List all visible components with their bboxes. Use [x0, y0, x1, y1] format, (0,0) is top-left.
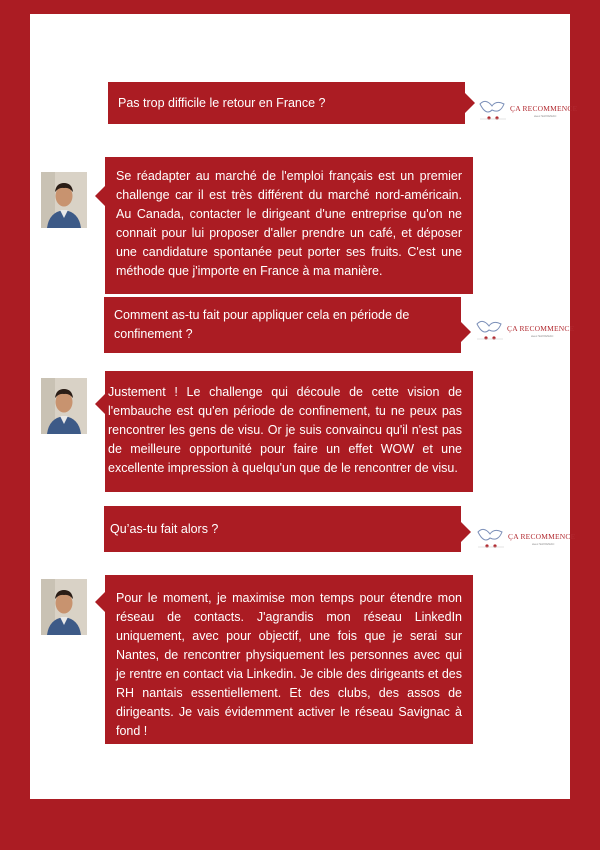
- question-bubble: [108, 82, 465, 124]
- question-bubble: [104, 297, 461, 353]
- answer-text: Justement ! Le challenge qui découle de cette vision de l'embauche est qu'en période de confinement, tu ne peux pas rencontrer les gens de visu. Or je suis convaincu qu'il n'est pas de meilleure opportunité pour faire un effet WOW et une excellente impression à quelqu'un que de le rencontrer de visu.: [108, 385, 462, 475]
- logo-subtext: avec SAVIGNAC: [532, 542, 555, 546]
- interviewee-avatar: [41, 172, 87, 228]
- logo-text: ÇA RECOMMENCE: [508, 532, 576, 541]
- ca-recommence-logo: [473, 316, 575, 346]
- answer-text: Pour le moment, je maximise mon temps pour étendre mon réseau de contacts. J'agrandis mon réseau LinkedIn uniquement, avec pour objectif, une fois que je serai sur Nantes, de rencontrer physiquement les personnes avec qui je rentre en contact via Linkedin. Je cible des dirigeants et des RH nantais essentiellement. Et des clubs, des assos de dirigeants. Je vais évidemment activer le réseau Savignac à fond !: [116, 591, 462, 738]
- bubble-pointer: [95, 186, 105, 206]
- question-text: Comment as-tu fait pour appliquer cela en période de confinement ?: [114, 308, 410, 341]
- logo-subtext: avec SAVIGNAC: [534, 114, 557, 118]
- ca-recommence-logo: [476, 96, 578, 126]
- bubble-pointer: [95, 592, 105, 612]
- answer-bubble: [105, 371, 473, 492]
- interviewee-avatar: [41, 378, 87, 434]
- question-text: Pas trop difficile le retour en France ?: [118, 95, 326, 110]
- bubble-pointer: [461, 322, 471, 342]
- ca-recommence-logo: [474, 524, 576, 554]
- bubble-pointer: [95, 394, 105, 414]
- interview-page: [30, 14, 578, 799]
- interviewee-avatar: [41, 579, 87, 635]
- logo-subtext: avec SAVIGNAC: [531, 334, 554, 338]
- logo-text: ÇA RECOMMENCE: [507, 324, 575, 333]
- answer-bubble: [105, 575, 473, 744]
- bubble-pointer: [461, 522, 471, 542]
- answer-bubble: [105, 157, 473, 294]
- question-text: Qu’as-tu fait alors ?: [110, 521, 219, 536]
- bubble-pointer: [465, 93, 475, 113]
- logo-text: ÇA RECOMMENCE: [510, 104, 578, 113]
- answer-text: Se réadapter au marché de l'emploi français est un premier challenge car il est très différent du marché nord-américain. Au Canada, contacter le dirigeant d'une entreprise qu'on ne connait pour lui proposer d'aller prendre un café, et déposer une candidature spontanée peut porter ses fruits. C'est une méthode que j'importe en France à ma manière.: [116, 169, 462, 278]
- question-bubble: [104, 506, 461, 552]
